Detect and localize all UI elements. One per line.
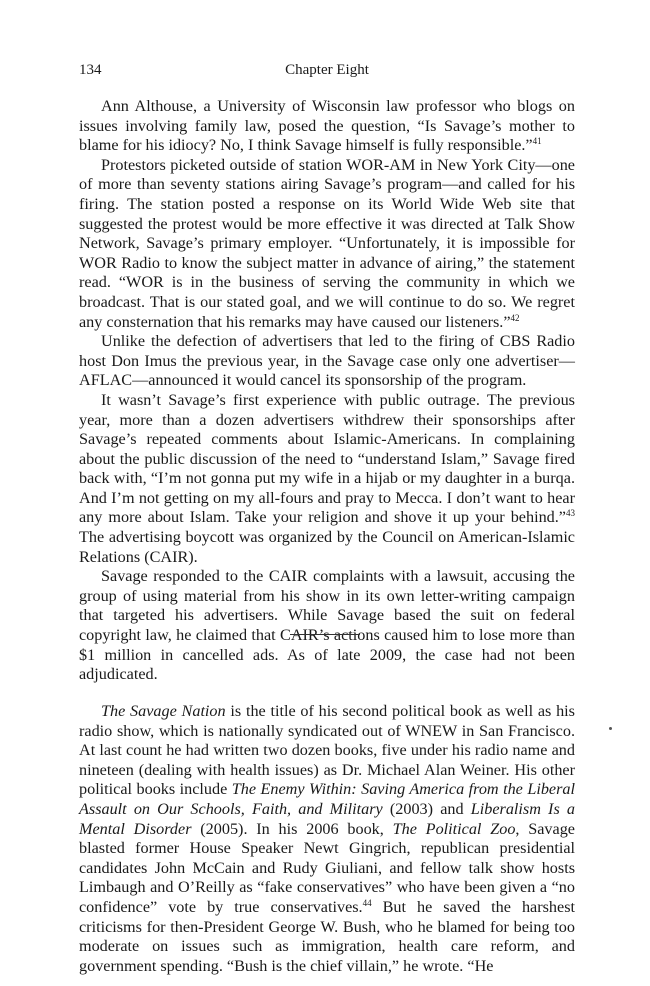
section-divider (290, 634, 360, 635)
paragraph (79, 391, 575, 567)
footnote-ref: 44 (362, 897, 372, 908)
running-head: Chapter Eight (285, 62, 369, 78)
paragraph-text: Unlike the defection of advertisers that led to the firing of CBS Radio host Don Imus the previous year, in the Savage case only one advertiser—AFLAC—announced it would cancel its sponsorship of the program. (79, 332, 575, 390)
paragraph-text: It wasn’t Savage’s first experience with public outrage. The previous year, more than a dozen advertisers withdrew their sponsorships after Savage’s repeated comments about Islamic-Americans. In complaining about the public discussion of the need to “understand Islam,” Savage fired back with, “I’m not gonna put my wife in a hijab or my daughter in a burqa. And I’m not getting on my all-fours and pray to Mecca. I don’t want to hear any more about Islam. Take your religion and shove it up your behind.” (79, 390, 575, 527)
scan-speck (609, 727, 612, 730)
footnote-ref: 43 (566, 508, 575, 519)
paragraph-text: , Savage blasted former House Speaker Newt Gingrich, republican presidential candidates John McCain and Rudy Giuliani, and fellow talk show hosts Limbaugh and O’Reilly as “fake conservatives” who have been given a “no confidence” vote by true conservatives. (79, 819, 575, 916)
footnote-ref: 42 (510, 312, 520, 323)
paragraph-text: (2005). In his 2006 book, (191, 819, 393, 838)
paragraph (79, 332, 575, 391)
book-title: The Savage Nation (101, 702, 226, 720)
paragraph-text: Protestors picketed outside of station WOR-AM in New York City—one of more than seventy stations airing Savage’s program—and called for his firing. The station posted a response on its World Wide Web site that suggested the protest would be more effective it was directed at Talk Show Network, Savage’s primary employer. “Unfortunately, it is impossible for WOR Radio to know the subject matter in advance of airing,” the statement read. “WOR is in the business of serving the community in which we broadcast. That is our stated goal, and we will continue to do so. We regret any consternation that his remarks may have caused our listeners.” (79, 155, 575, 331)
body-text-section-2 (79, 702, 575, 976)
paragraph-text: (2003) and (382, 799, 471, 818)
book-title: Liberalism Is a Mental Disorder (79, 799, 575, 838)
paragraph-text: Ann Althouse, a University of Wisconsin law professor who blogs on issues involving family law, posed the question, “Is Savage’s mother to blame for his idiocy? No, I think Savage himself is fully responsible.” (79, 97, 575, 155)
paragraph-text: The advertising boycott was organized by the Council on American-Islamic Relations (CAIR). (79, 528, 575, 566)
page-number: 134 (79, 62, 102, 78)
paragraph-text: Savage responded to the CAIR complaints with a lawsuit, accusing the group of using material from his show in its own letter-writing campaign that targeted his advertisers. While Savage based the suit on federal copyright law, he claimed that CAIR’s actions caused him to lose more than $1 million in cancelled ads. As of late 2009, the case had not been adjudicated. (79, 567, 575, 684)
book-title: The Political Zoo (392, 819, 516, 838)
paragraph (79, 567, 575, 685)
paragraph-text: But he saved the harshest criticisms for then-President George W. Bush, who he blamed for being too moderate on issues such as immigration, health care reform, and government spending. “Bush is the chief villain,” he wrote. “He (79, 897, 576, 975)
body-text-section-1 (79, 97, 575, 685)
page-header (79, 62, 575, 82)
footnote-ref: 41 (532, 136, 542, 147)
paragraph (79, 702, 575, 976)
paragraph (79, 156, 575, 332)
book-title: The Enemy Within: Saving America from the Liberal Assault on Our Schools, Faith, and Military (79, 780, 575, 818)
paragraph-text: is the title of his second political book as well as his radio show, which is nationally syndicated out of WNEW in San Francisco. At last count he had written two dozen books, five under his radio name and nineteen (dealing with health issues) as Dr. Michael Alan Weiner. His other political books include (79, 702, 575, 799)
paragraph (79, 97, 575, 156)
